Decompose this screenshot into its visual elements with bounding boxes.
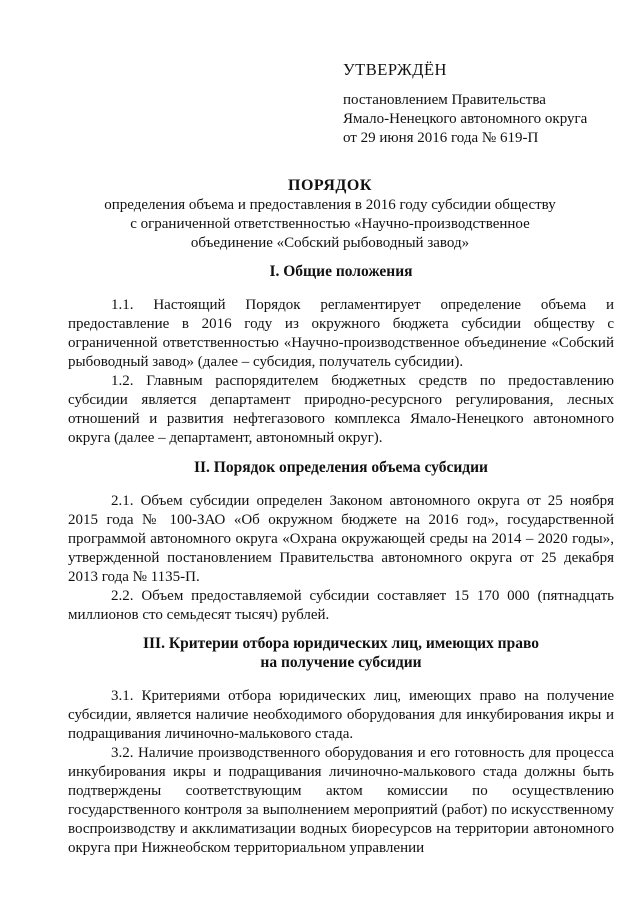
paragraph-3-1: 3.1. Критериями отбора юридических лиц, имеющих право на получение субсидии, является наличие необходимого оборудования для инкубирования икры и подращивания личиночно-малькового стада. xyxy=(68,688,614,742)
section-heading: I. Общие положения xyxy=(269,263,413,280)
paragraph-2-2: 2.2. Объем предоставляемой субсидии составляет 15 170 000 (пятнадцать миллионов сто семьдесят тысяч) рублей. xyxy=(68,588,614,623)
section-heading-line: III. Критерии отбора юридических лиц, имеющих право xyxy=(142,635,539,652)
paragraph-2-1: 2.1. Объем субсидии определен Законом автономного округа от 25 ноября 2015 года № 100-ЗАО «Об окружном бюджете на 2016 год», государственной программой автономного округа «Охрана окружающей среды на 2014 – 2020 годы», утвержденной постановлением Правительства автономного округа от 25 декабря 2013 года № 1135-П. xyxy=(68,493,614,585)
section-heading xyxy=(68,634,614,672)
paragraph-1-1: 1.1. Настоящий Порядок регламентирует определение объема и предоставление в 2016 году из окружного бюджета субсидии обществу с ограниченной ответственностью «Научно-производственное объединение «Собский рыбоводный завод» (далее – субсидия, получатель субсидии). xyxy=(68,297,614,370)
section-subsidy-amount xyxy=(68,458,614,625)
document-subtitle-line: определения объема и предоставления в 2016 году субсидии обществу xyxy=(104,197,556,213)
paragraph-3-2: 3.2. Наличие производственного оборудования и его готовность для процесса инкубирования икры и подращивания личиночно-малькового стада должны быть подтверждены соответствующим актом комиссии по осуществлению государственного контроля за выполнением мероприятий (работ) по искусственному воспроизводству и акклиматизации водных биоресурсов на территории автономного округа при Нижнеобском территориальном управлении xyxy=(68,745,614,856)
approval-stamp xyxy=(343,60,613,148)
document-title: ПОРЯДОК xyxy=(288,177,372,194)
document-subtitle-line: объединение «Собский рыбоводный завод» xyxy=(190,235,470,251)
paragraph-1-2: 1.2. Главным распорядителем бюджетных средств по предоставлению субсидии является департамент природно-ресурсного регулирования, лесных отношений и развития нефтегазового комплекса Ямало-Ненецкого автономного округа (далее – департамент, автономный округ). xyxy=(68,373,614,446)
approval-line: от 29 июня 2016 года № 619-П xyxy=(343,130,539,146)
document-header xyxy=(70,176,590,253)
section-selection-criteria xyxy=(68,634,614,858)
document-subtitle-line: с ограниченной ответственностью «Научно-производственное xyxy=(130,216,530,232)
section-general-provisions xyxy=(68,262,614,448)
section-heading-line: на получение субсидии xyxy=(260,654,422,671)
section-heading: II. Порядок определения объема субсидии xyxy=(193,459,488,476)
approval-line: постановлением Правительства xyxy=(343,92,546,108)
approval-line: Ямало-Ненецкого автономного округа xyxy=(343,111,588,127)
approval-title: УТВЕРЖДЁН xyxy=(343,60,447,79)
